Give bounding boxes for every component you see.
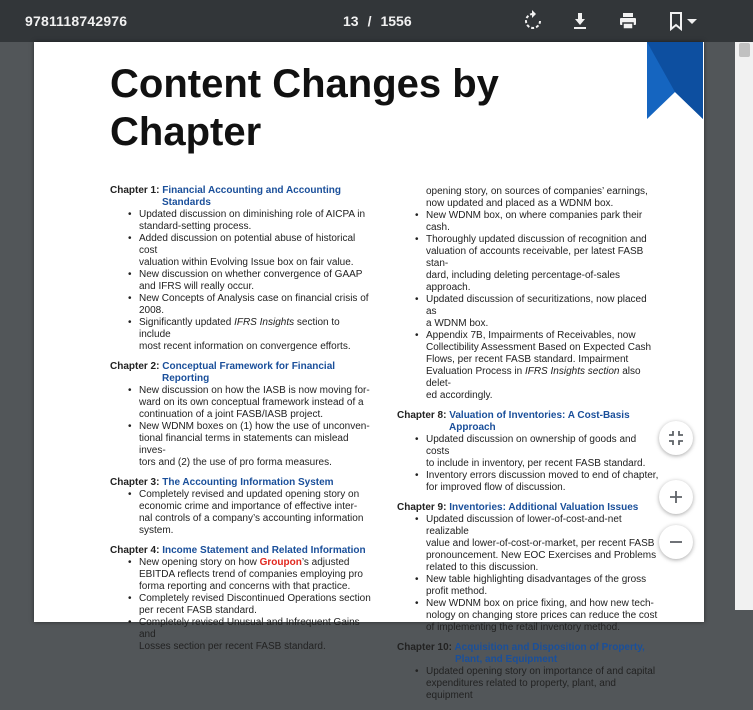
chapter-heading — [110, 361, 372, 385]
chapter-number: Chapter 8: — [397, 410, 447, 421]
ribbon-bookmark-icon — [647, 42, 703, 119]
minus-icon — [668, 534, 684, 550]
list-item: • Appendix 7B, Impairments of Receivables, now Collectibility Assessment Based on Expected Cash Flows, per recent FASB standard. Impairment Evaluation Process in IFRS Insights section also delet- ed accordingly. — [426, 330, 659, 402]
chapter-title: Conceptual Framework for Financial Reporting — [162, 361, 336, 384]
list-item: • Completely revised Unusual and Infrequent Gains and Losses section per recent FASB standard. — [139, 617, 372, 653]
list-item: • Thoroughly updated discussion of recognition and valuation of accounts receivable, per latest FASB stan- dard, including deleting percentage-of-sales approach. — [426, 234, 659, 294]
chapter-heading — [110, 477, 372, 489]
chapter-number: Chapter 9: — [397, 502, 447, 513]
download-icon[interactable] — [568, 9, 592, 33]
list-item: • Significantly updated IFRS Insights section to include most recent information on convergence efforts. — [139, 317, 372, 353]
pdf-page — [34, 42, 704, 701]
list-item: • New discussion on how the IASB is now moving for- ward on its own conceptual framework instead of a continuation of a joint FASB/IASB project. — [139, 385, 372, 421]
list-item: • Added discussion on potential abuse of historical cost valuation within Evolving Issue box on fair value. — [139, 233, 372, 269]
pdf-toolbar — [0, 0, 753, 42]
chapter-title: Inventories: Additional Valuation Issues — [449, 502, 639, 513]
chapter-heading — [110, 185, 372, 209]
chapter-heading — [397, 502, 659, 514]
list-item: • New discussion on whether convergence of GAAP and IFRS will really occur. — [139, 269, 372, 293]
list-item: • New WDNM box on price fixing, and how new tech- nology on changing store prices can reduce the cost of implementing the retail inventory method. — [426, 598, 659, 634]
list-item: • Completely revised and updated opening story on economic crime and importance of effective inter- nal controls of a company’s accounting information system. — [139, 489, 372, 537]
page-heading — [110, 60, 650, 156]
chapter-title: Acquisition and Disposition of Property, Plant, and Equipment — [454, 642, 645, 665]
chapter-9 — [397, 502, 659, 634]
chapter-title: Financial Accounting and Accounting Standards — [162, 185, 341, 208]
right-column — [397, 186, 659, 710]
chapter-heading — [397, 410, 659, 434]
list-item: • Inventory errors discussion moved to end of chapter, for improved flow of discussion. — [426, 470, 659, 494]
chapter-number: Chapter 2: — [110, 361, 160, 372]
list-item: • New opening story on how Groupon’s adjusted EBITDA reflects trend of companies employing pro forma reporting and concerns with that practice. — [139, 557, 372, 593]
chapter-heading — [110, 545, 372, 557]
chapter-title: The Accounting Information System — [162, 477, 334, 488]
print-icon[interactable] — [616, 9, 640, 33]
list-item: • New Concepts of Analysis case on financial crisis of 2008. — [139, 293, 372, 317]
chapter-number: Chapter 4: — [110, 545, 160, 556]
chapter-title: Valuation of Inventories: A Cost-Basis Approach — [449, 410, 630, 433]
chapter-1 — [110, 185, 372, 353]
chapter-heading — [397, 642, 659, 666]
list-item: • New table highlighting disadvantages of the gross profit method. — [426, 574, 659, 598]
scrollbar-thumb[interactable] — [739, 43, 750, 57]
list-item: • Updated opening story on importance of and capital expenditures related to property, plant, and equipment — [426, 666, 659, 702]
heading-line-2: Chapter — [110, 110, 262, 154]
rotate-icon[interactable] — [521, 9, 545, 33]
chapter-number: Chapter 1: — [110, 185, 160, 196]
chapter-title: Income Statement and Related Information — [162, 545, 366, 556]
heading-line-1: Content Changes by — [110, 62, 499, 106]
list-item: • Updated discussion of securitizations, now placed as a WDNM box. — [426, 294, 659, 330]
chapter-7-continued — [397, 186, 659, 402]
current-page-number[interactable]: 13 — [343, 13, 359, 29]
list-item: • Updated discussion of lower-of-cost-and-net realizable value and lower-of-cost-or-market, per recent FASB pronouncement. New EOC Exercises and Problems related to this discussion. — [426, 514, 659, 574]
chapter-10 — [397, 642, 659, 702]
plus-icon — [668, 489, 684, 505]
chapter-number: Chapter 3: — [110, 477, 160, 488]
zoom-out-button[interactable] — [659, 525, 693, 559]
list-item: • New WDNM box, on where companies park their cash. — [426, 210, 659, 234]
list-item: • Updated discussion on diminishing role of AICPA in standard-setting process. — [139, 209, 372, 233]
page-indicator — [343, 13, 412, 29]
chapter-4 — [110, 545, 372, 653]
fit-to-page-button[interactable] — [659, 421, 693, 455]
zoom-in-button[interactable] — [659, 480, 693, 514]
chapter-8 — [397, 410, 659, 494]
page-separator: / — [367, 13, 372, 29]
collapse-icon — [668, 430, 684, 446]
total-pages: 1556 — [380, 13, 412, 29]
groupon-brand: Groupon — [259, 557, 302, 568]
continued-text: opening story, on sources of companies’ earnings, now updated and placed as a WDNM box. — [426, 186, 648, 209]
list-item: • New WDNM boxes on (1) how the use of unconven- tional financial terms in statements can mislead inves- tors and (2) the use of pro forma measures. — [139, 421, 372, 469]
left-column — [110, 185, 372, 661]
chapter-2 — [110, 361, 372, 469]
vertical-scrollbar[interactable] — [735, 42, 753, 610]
list-item: • Completely revised Discontinued Operations section per recent FASB standard. — [139, 593, 372, 617]
document-title: 9781118742976 — [25, 13, 128, 29]
chapter-number: Chapter 10: — [397, 642, 453, 653]
chapter-3 — [110, 477, 372, 537]
chevron-down-icon[interactable] — [685, 9, 709, 33]
list-item: • Updated discussion on ownership of goods and costs to include in inventory, per recent FASB standard. — [426, 434, 659, 470]
